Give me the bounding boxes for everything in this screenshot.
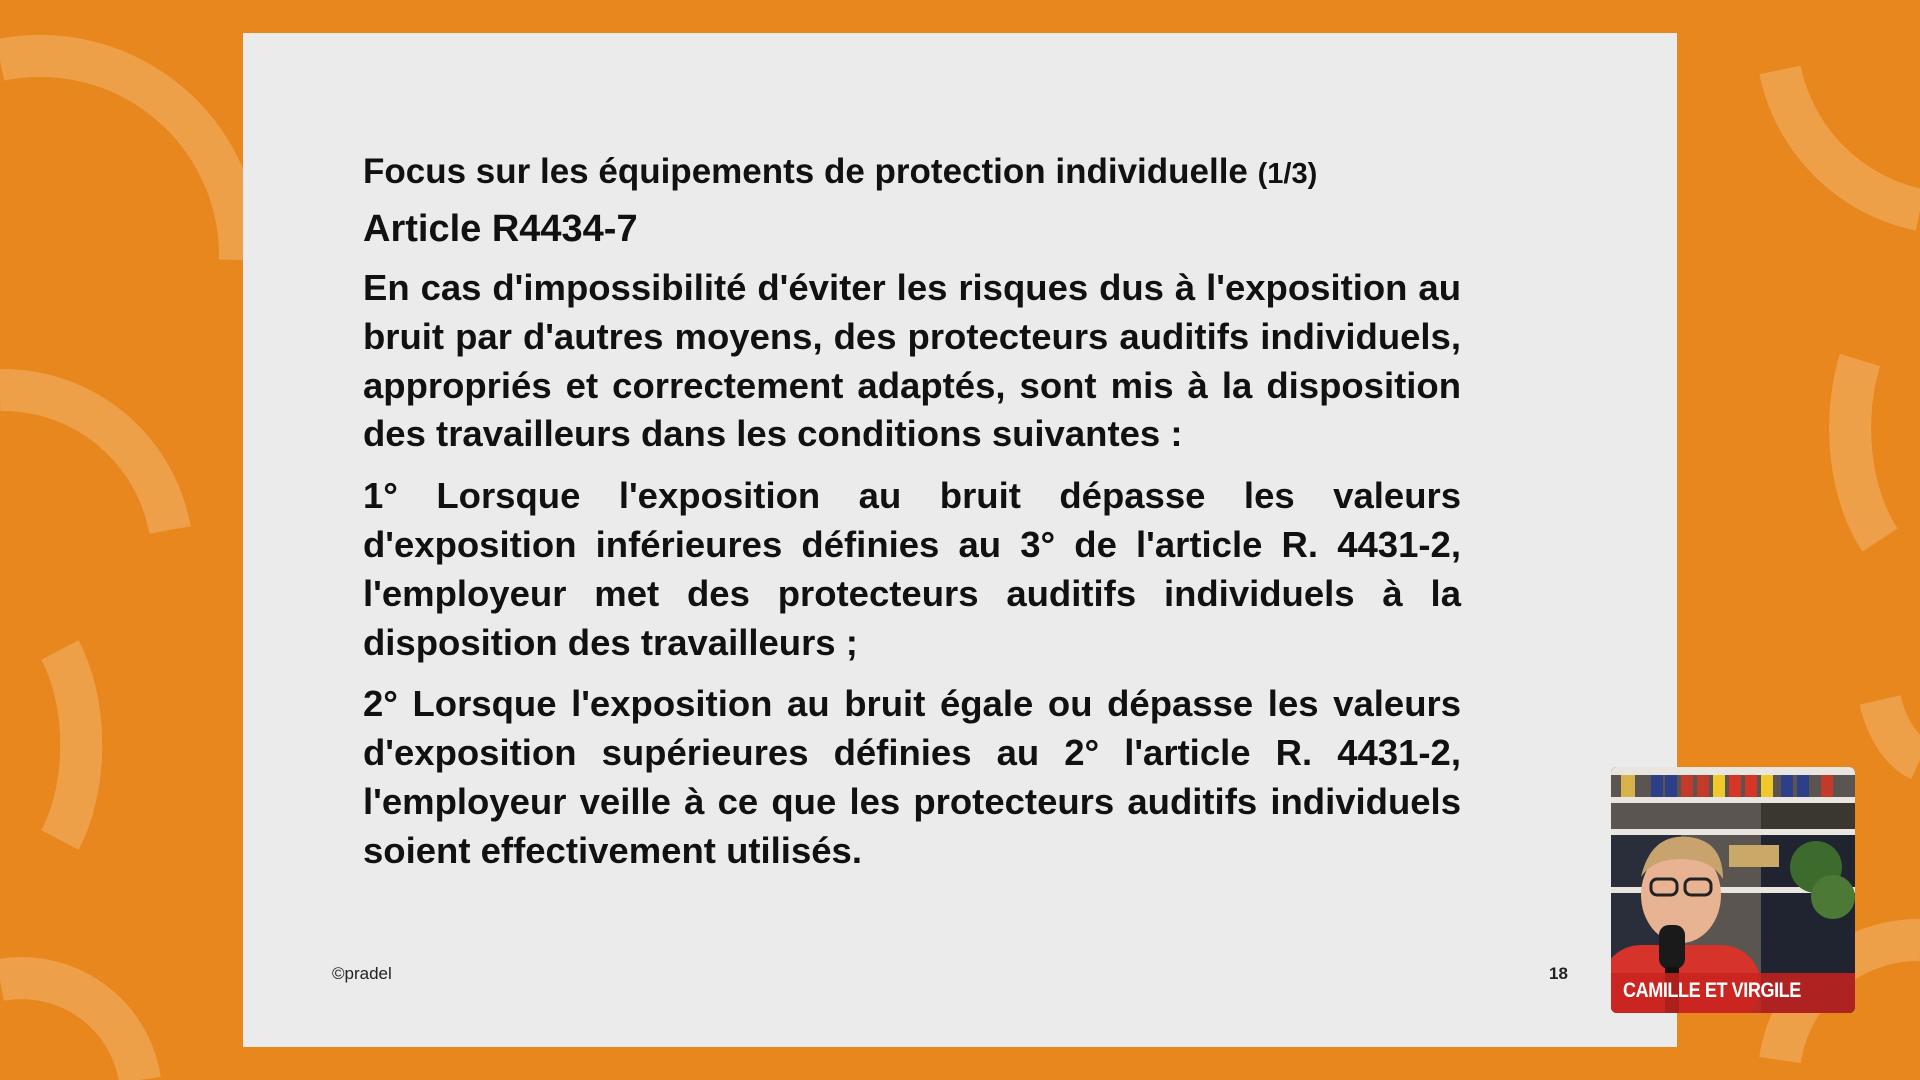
webcam-video (1611, 767, 1855, 1013)
paragraph-intro: En cas d'impossibilité d'éviter les risques dus à l'exposition au bruit par d'autres moyens, des protecteurs auditifs individuels, appropriés et correctement adaptés, sont mis à la disposition des travailleurs dans les conditions suivantes : (363, 267, 1461, 455)
paragraph-condition-2: 2° Lorsque l'exposition au bruit égale ou dépasse les valeurs d'exposition supérieures définies au 2° l'article R. 4431-2, l'employeur veille à ce que les protecteurs auditifs individuels soient effectivement utilisés. (363, 683, 1461, 871)
webcam-overlay (1611, 767, 1855, 1013)
webcam-label: CAMILLE ET VIRGILE (1623, 979, 1801, 1002)
slide-title-counter: (1/3) (1257, 158, 1318, 190)
slide-content (363, 150, 1461, 889)
page-number: 18 (1549, 964, 1568, 983)
article-reference: Article R4434-7 (363, 208, 638, 250)
slide-title (363, 150, 1461, 196)
copyright-notice: ©pradel (332, 964, 392, 983)
slide-title-main: Focus sur les équipements de protection individuelle (363, 152, 1248, 191)
paragraph-condition-1: 1° Lorsque l'exposition au bruit dépasse les valeurs d'exposition inférieures définies au 3° de l'article R. 4431-2, l'employeur met des protecteurs auditifs individuels à la disposition des travailleurs ; (363, 475, 1461, 663)
slide (243, 33, 1677, 1047)
